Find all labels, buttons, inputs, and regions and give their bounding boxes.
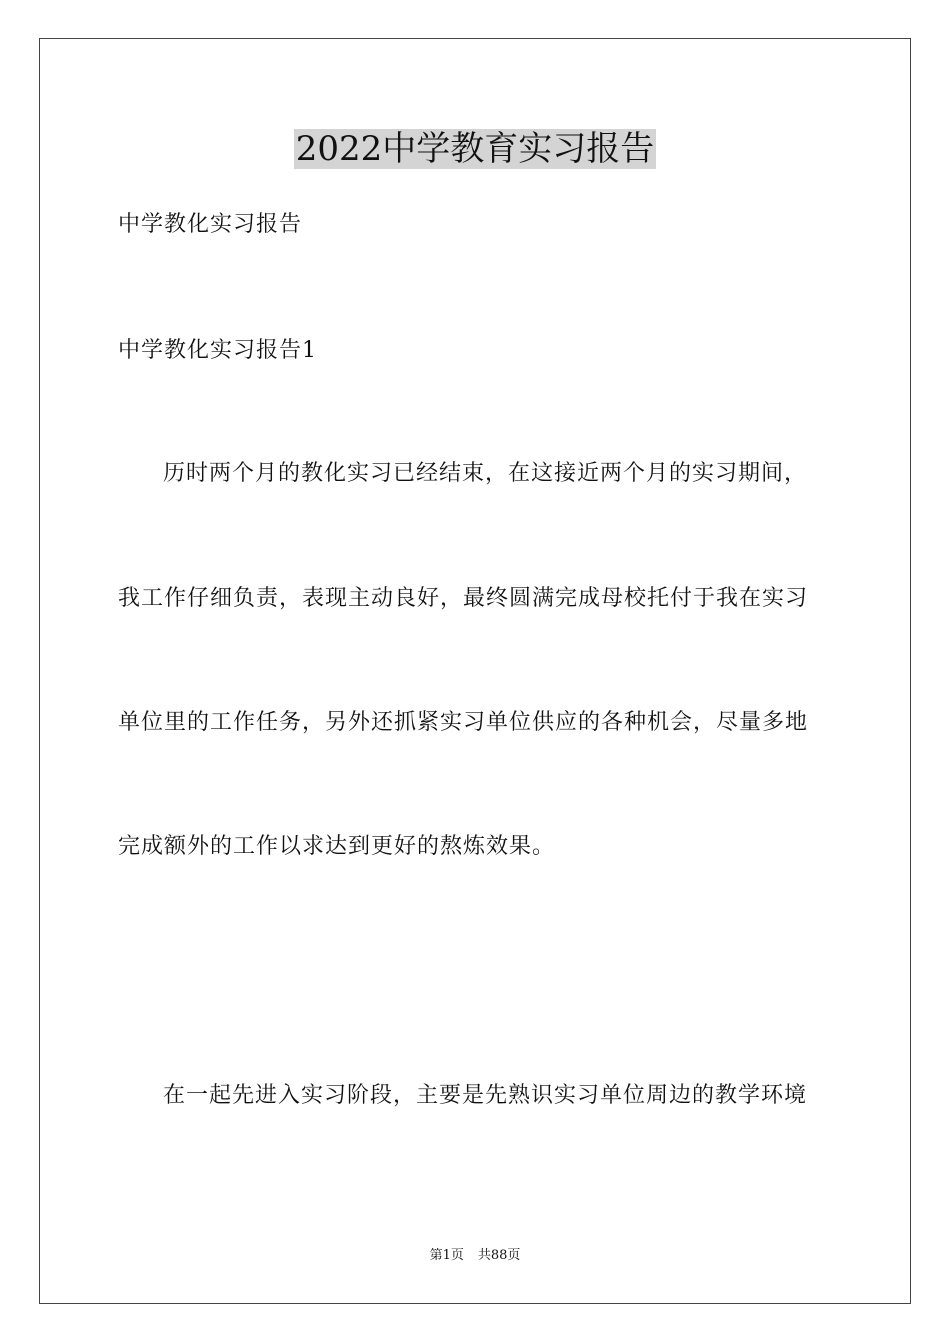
paragraph-line: 完成额外的工作以求达到更好的熬炼效果。: [118, 834, 556, 859]
document-title: [0, 128, 950, 170]
paragraph-line: 我工作仔细负责，表现主动良好，最终圆满完成母校托付于我在实习: [118, 586, 809, 611]
paragraph-line: 单位里的工作任务，另外还抓紧实习单位供应的各种机会，尽量多地: [118, 710, 809, 735]
section-heading: 中学教化实习报告1: [118, 338, 317, 363]
page-footer: [0, 1247, 950, 1265]
document-title-text: 2022中学教育实习报告: [295, 129, 655, 169]
paragraph-line: 在一起先进入实习阶段，主要是先熟识实习单位周边的教学环境: [163, 1083, 808, 1108]
page-number: 第1页: [429, 1248, 464, 1263]
document-subtitle: 中学教化实习报告: [118, 212, 303, 237]
page-total: 共88页: [477, 1248, 521, 1263]
paragraph-line: 历时两个月的教化实习已经结束，在这接近两个月的实习期间，: [163, 461, 808, 486]
